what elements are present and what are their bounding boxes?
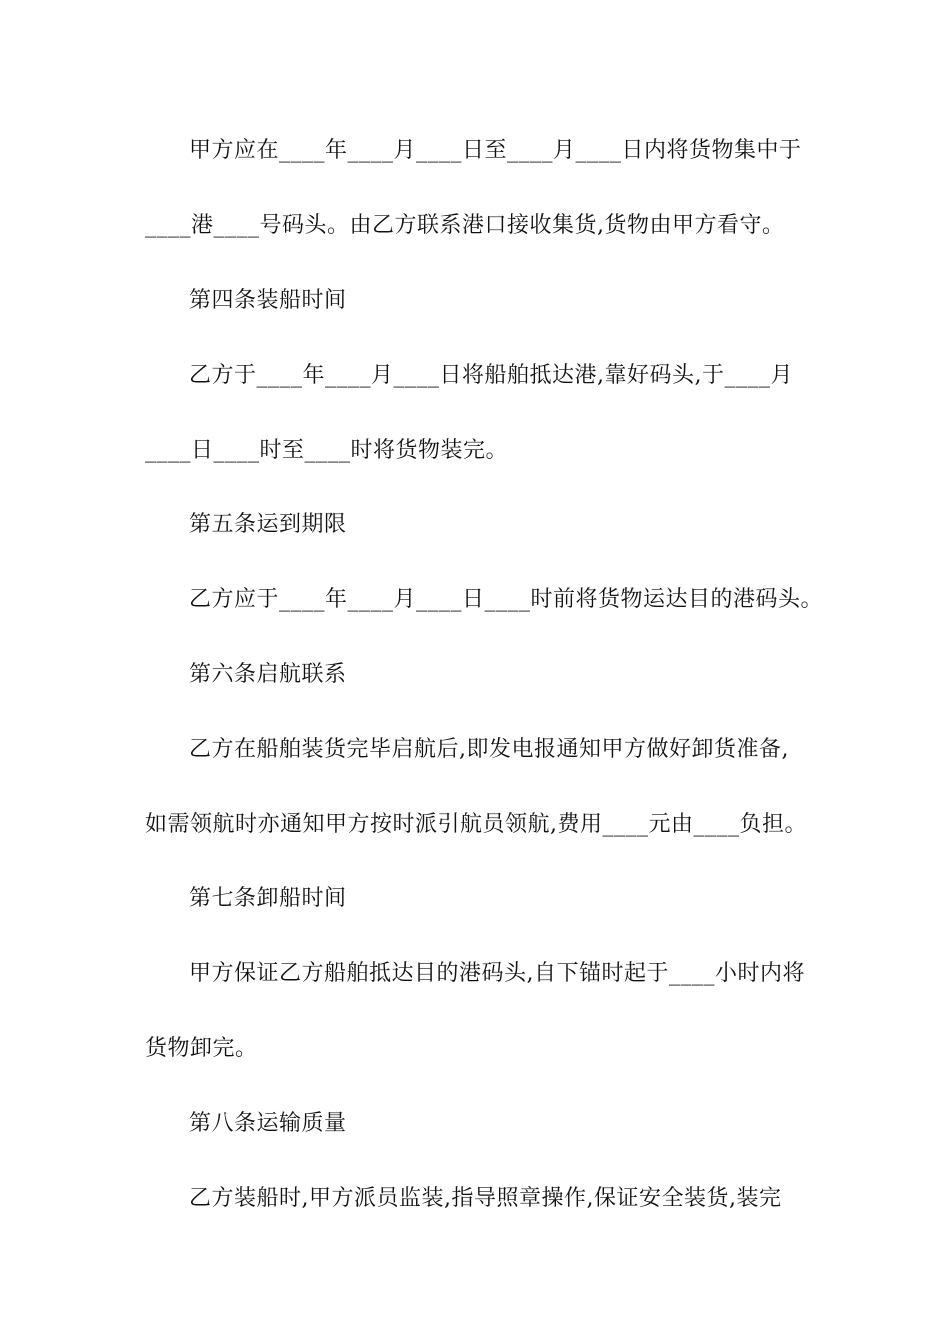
paragraph-line: 乙方应于____年____月____日____时前将货物运达目的港码头。 [189, 587, 824, 612]
paragraph-line: 如需领航时亦通知甲方按时派引航员领航,费用____元由____负担。 [145, 812, 807, 837]
paragraph-line: 乙方于____年____月____日将船舶抵达港,靠好码头,于____月 [189, 363, 793, 388]
paragraph-line: 乙方装船时,甲方派员监装,指导照章操作,保证安全装货,装完 [189, 1186, 782, 1211]
paragraph-line: ____日____时至____时将货物装完。 [145, 438, 509, 463]
paragraph-line: 甲方应在____年____月____日至____月____日内将货物集中于 [189, 138, 802, 163]
paragraph-line: 乙方在船舶装货完毕启航后,即发电报通知甲方做好卸货准备, [189, 737, 789, 762]
paragraph-line: ____港____号码头。由乙方联系港口接收集货,货物由甲方看守。 [145, 213, 785, 238]
section-heading-4: 第四条装船时间 [189, 288, 347, 313]
section-heading-7: 第七条卸船时间 [189, 886, 347, 911]
paragraph-line: 甲方保证乙方船舶抵达目的港码头,自下锚时起于____小时内将 [189, 961, 805, 986]
section-heading-5: 第五条运到期限 [189, 512, 347, 537]
section-heading-8: 第八条运输质量 [189, 1111, 347, 1136]
section-heading-6: 第六条启航联系 [189, 662, 347, 687]
paragraph-line: 货物卸完。 [145, 1036, 258, 1061]
